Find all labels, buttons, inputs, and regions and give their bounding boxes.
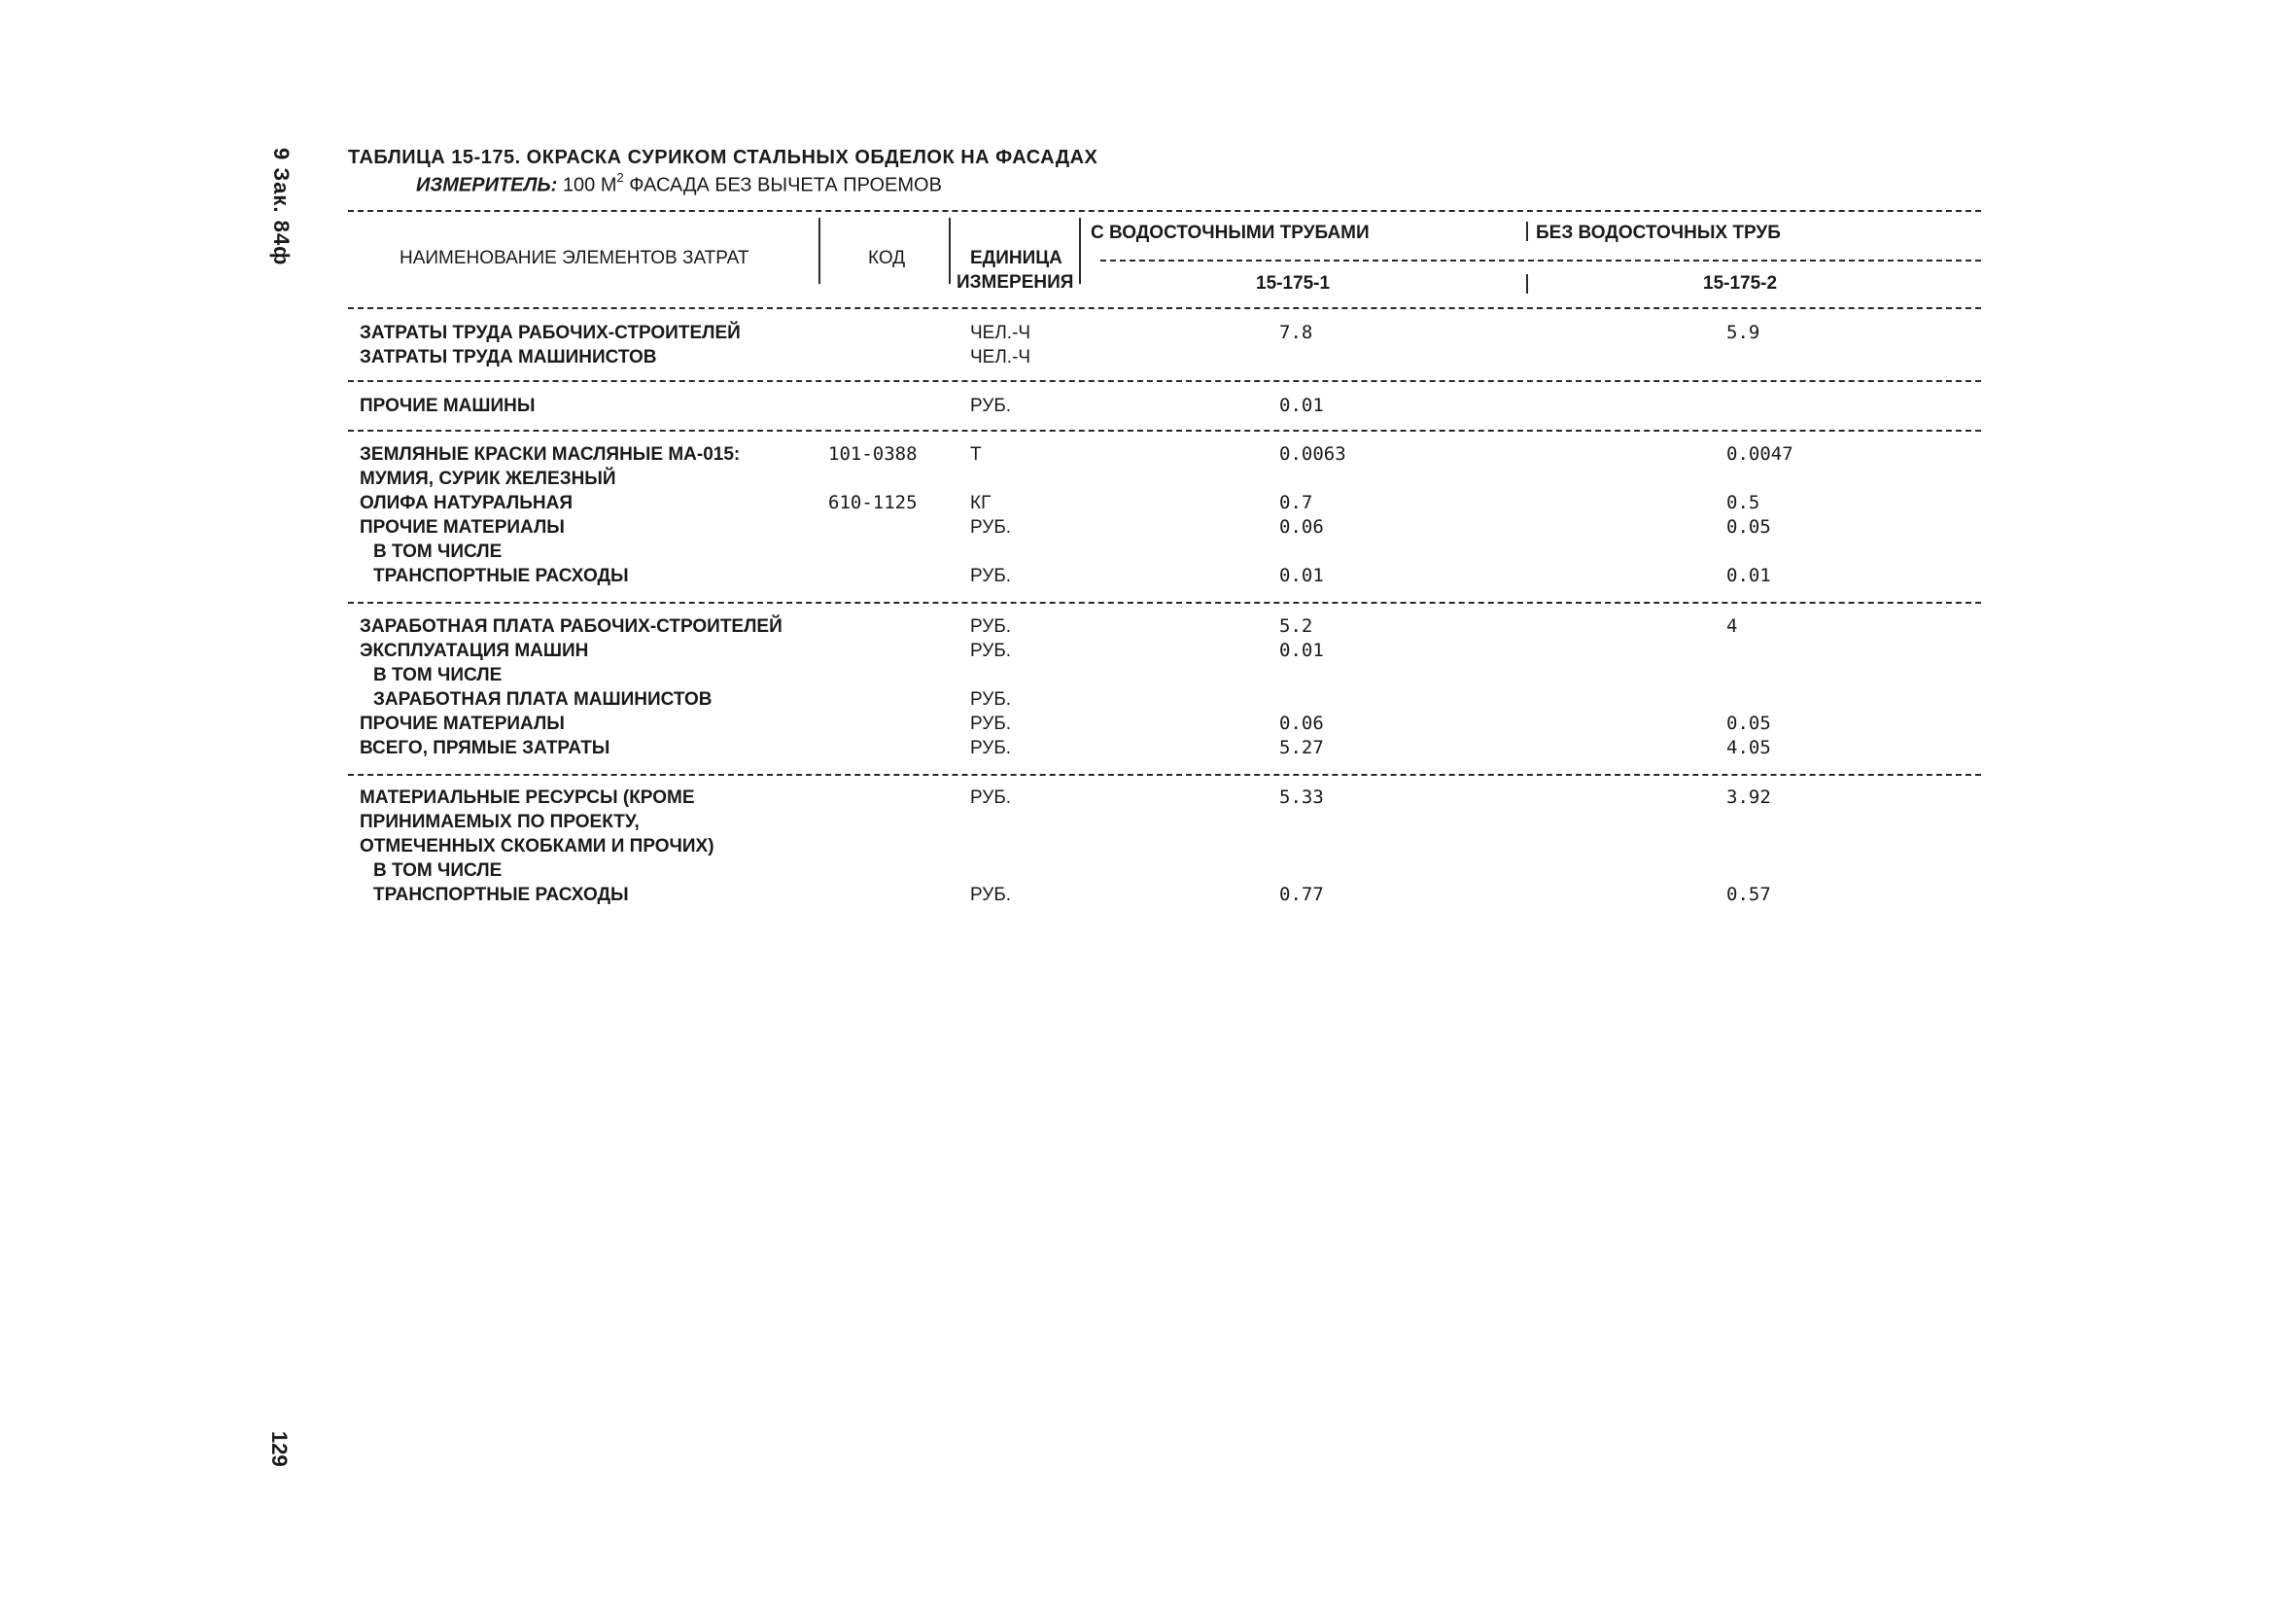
row-value-2: 4 [1726,615,1738,637]
row-unit: РУБ. [970,616,1012,637]
vbar-group-bottom [1526,274,1528,294]
row-value-1: 0.06 [1279,516,1324,538]
row-value-1: 5.33 [1279,787,1324,808]
row-name: ПРОЧИЕ МАТЕРИАЛЫ [360,714,565,734]
row-value-1: 7.8 [1279,322,1313,343]
rule-header-mid [1100,260,1981,262]
row-unit: РУБ. [970,738,1012,758]
rule-section-3 [348,602,1981,604]
measure-value: 100 М [562,174,617,196]
row-value-1: 5.2 [1279,615,1313,637]
row-name: МУМИЯ, СУРИК ЖЕЛЕЗНЫЙ [360,469,616,489]
margin-note: 9 Зак. 84ф [269,148,294,266]
row-name: ТРАНСПОРТНЫЕ РАСХОДЫ [373,885,629,905]
row-name: ЗЕМЛЯНЫЕ КРАСКИ МАСЛЯНЫЕ МА-015: [360,444,741,465]
row-name: ТРАНСПОРТНЫЕ РАСХОДЫ [373,566,629,586]
row-unit: РУБ. [970,517,1012,538]
header-code-1: 15-175-1 [1256,273,1331,294]
row-value-1: 0.01 [1279,640,1324,661]
rule-top [348,210,1981,212]
row-value-1: 0.7 [1279,492,1313,513]
rule-section-4 [348,774,1981,776]
row-name: В ТОМ ЧИСЛЕ [373,665,503,685]
header-code: КОД [868,248,906,268]
row-name: ЭКСПЛУАТАЦИЯ МАШИН [360,641,589,661]
row-name: МАТЕРИАЛЬНЫЕ РЕСУРСЫ (КРОМЕ [360,787,695,808]
row-name: ПРОЧИЕ МАТЕРИАЛЫ [360,517,565,538]
header-name: НАИМЕНОВАНИЕ ЭЛЕМЕНТОВ ЗАТРАТ [400,248,749,268]
row-name: ОЛИФА НАТУРАЛЬНАЯ [360,493,574,513]
header-unit-2: ИЗМЕРЕНИЯ [957,272,1074,293]
row-name: ЗАТРАТЫ ТРУДА РАБОЧИХ-СТРОИТЕЛЕЙ [360,323,741,343]
row-name: ПРОЧИЕ МАШИНЫ [360,396,536,416]
row-value-2: 0.0047 [1726,443,1793,465]
vbar-code-unit [949,218,951,284]
measure-sup: 2 [616,170,624,185]
row-name: ВСЕГО, ПРЯМЫЕ ЗАТРАТЫ [360,738,610,758]
row-unit: РУБ. [970,885,1012,905]
row-value-2: 0.05 [1726,516,1771,538]
row-unit: ЧЕЛ.-Ч [970,347,1031,367]
row-name: В ТОМ ЧИСЛЕ [373,542,503,562]
row-unit: РУБ. [970,787,1012,808]
vbar-name-code [818,218,820,284]
row-unit: РУБ. [970,641,1012,661]
row-unit: РУБ. [970,396,1012,416]
row-name: В ТОМ ЧИСЛЕ [373,860,503,881]
header-group-2: БЕЗ ВОДОСТОЧНЫХ ТРУБ [1536,223,1781,243]
row-unit: РУБ. [970,566,1012,586]
vbar-unit-data [1079,218,1081,284]
rule-section-1 [348,380,1981,382]
row-value-2: 0.57 [1726,884,1771,905]
row-value-1: 0.01 [1279,565,1324,586]
row-value-2: 5.9 [1726,322,1760,343]
measure-label: ИЗМЕРИТЕЛЬ: [416,174,558,196]
header-group-1: С ВОДОСТОЧНЫМИ ТРУБАМИ [1091,223,1370,243]
row-unit: РУБ. [970,714,1012,734]
row-value-2: 0.01 [1726,565,1771,586]
row-value-1: 0.77 [1279,884,1324,905]
row-value-1: 5.27 [1279,737,1324,758]
page-number: 129 [267,1431,292,1467]
row-code: 101-0388 [828,443,918,465]
row-code: 610-1125 [828,492,918,513]
header-code-2: 15-175-2 [1703,273,1778,294]
vbar-group-top [1526,222,1528,241]
row-value-1: 0.0063 [1279,443,1346,465]
rule-section-2 [348,430,1981,432]
rule-header-bottom [348,307,1981,309]
row-value-2: 4.05 [1726,737,1771,758]
row-value-2: 0.05 [1726,713,1771,734]
row-value-2: 3.92 [1726,787,1771,808]
row-value-2: 0.5 [1726,492,1760,513]
measure-line [416,172,942,197]
row-name: ЗАТРАТЫ ТРУДА МАШИНИСТОВ [360,347,657,367]
row-value-1: 0.01 [1279,395,1324,416]
row-name: ЗАРАБОТНАЯ ПЛАТА МАШИНИСТОВ [373,689,713,710]
row-unit: ЧЕЛ.-Ч [970,323,1031,343]
row-name: ЗАРАБОТНАЯ ПЛАТА РАБОЧИХ-СТРОИТЕЛЕЙ [360,616,783,637]
row-unit: РУБ. [970,689,1012,710]
row-unit: КГ [970,493,991,513]
measure-rest: ФАСАДА БЕЗ ВЫЧЕТА ПРОЕМОВ [629,174,942,196]
row-name: ПРИНИМАЕМЫХ ПО ПРОЕКТУ, [360,812,640,832]
row-name: ОТМЕЧЕННЫХ СКОБКАМИ И ПРОЧИХ) [360,836,714,856]
header-unit-1: ЕДИНИЦА [970,248,1062,268]
row-value-1: 0.06 [1279,713,1324,734]
table-title: ТАБЛИЦА 15-175. ОКРАСКА СУРИКОМ СТАЛЬНЫХ ОБДЕЛОК НА ФАСАДАХ [348,147,1098,168]
row-unit: Т [970,444,982,465]
